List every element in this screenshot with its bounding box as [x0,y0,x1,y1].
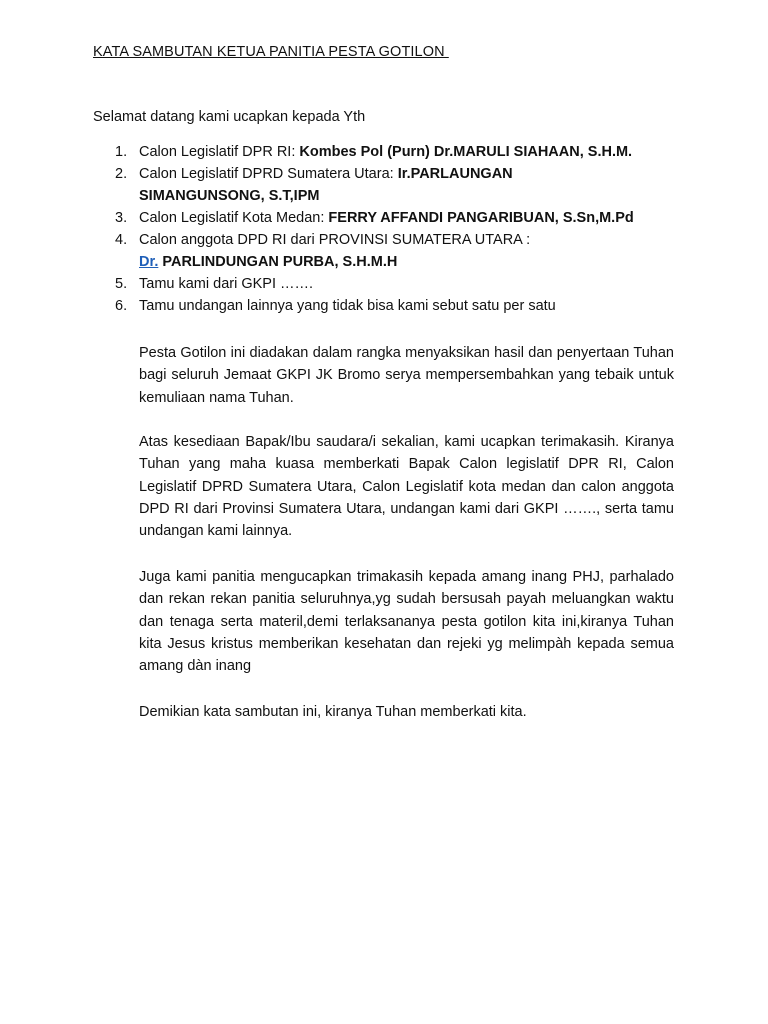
paragraph: Juga kami panitia mengucapkan trimakasih kepada amang inang PHJ, parhalado dan rekan rekan panitia seluruhnya,yg sudah bersusah payah meluangkan waktu dan tenaga serta materil,demi terlaksananya pesta gotilon kita ini,kiranya Tuhan kita Jesus kristus memberikan kesehatan dan rejeki yg melimpàh kepada semua amang dàn inang [139,569,674,675]
list-item [115,207,685,229]
list-number: 3. [115,210,128,226]
list-item-prefix: Calon Legislatif Kota Medan: [139,210,329,226]
list-item-text: Tamu undangan lainnya yang tidak bisa kami sebut satu per satu [139,298,556,314]
list-number: 5. [115,276,128,292]
guest-list [115,141,685,317]
paragraph: Atas kesediaan Bapak/Ibu saudara/i sekalian, kami ucapkan terimakasih. Kiranya Tuhan yang maha kuasa memberkati Bapak Calon legislatif DPR RI, Calon Legislatif DPRD Sumatera Utara, Calon Legislatif kota medan dan calon anggota DPD RI dari Provinsi Sumatera Utara, undangan kami dari GKPI ……., serta tamu undangan kami lainnya. [139,434,674,540]
list-item-prefix: Calon Legislatif DPRD Sumatera Utara: [139,166,398,182]
list-item [115,295,685,317]
list-item [115,273,685,295]
list-number: 1. [115,144,128,160]
list-item-name: Kombes Pol (Purn) Dr.MARULI SIAHAAN, S.H.M. [299,144,633,160]
list-item-name: PARLINDUNGAN PURBA, S.H.M.H [158,254,398,270]
list-item-prefix: Calon Legislatif DPR RI: [139,144,300,160]
list-number: 4. [115,232,128,248]
closing-paragraph: Demikian kata sambutan ini, kiranya Tuhan memberkati kita. [139,704,527,720]
list-item [115,163,569,207]
list-item-text: Tamu kami dari GKPI ……. [139,276,314,292]
list-number: 6. [115,298,128,314]
list-item [115,229,685,273]
document-title: KATA SAMBUTAN KETUA PANITIA PESTA GOTILON [93,44,449,60]
greeting-line: Selamat datang kami ucapkan kepada Yth [93,109,366,125]
list-item [115,141,685,163]
list-item-name: Ir.PARLAUNGAN SIMANGUNSONG, S.T,IPM [139,166,513,204]
list-item-prefix: Calon anggota DPD RI dari PROVINSI SUMATERA UTARA : [139,232,531,248]
list-number: 2. [115,166,128,182]
title-link[interactable]: Dr. [139,254,159,270]
list-item-name: FERRY AFFANDI PANGARIBUAN, S.Sn,M.Pd [328,210,634,226]
paragraph: Pesta Gotilon ini diadakan dalam rangka menyaksikan hasil dan penyertaan Tuhan bagi seluruh Jemaat GKPI JK Bromo serya mempersembahkan yang tebaik untuk kemuliaan nama Tuhan. [139,345,674,406]
